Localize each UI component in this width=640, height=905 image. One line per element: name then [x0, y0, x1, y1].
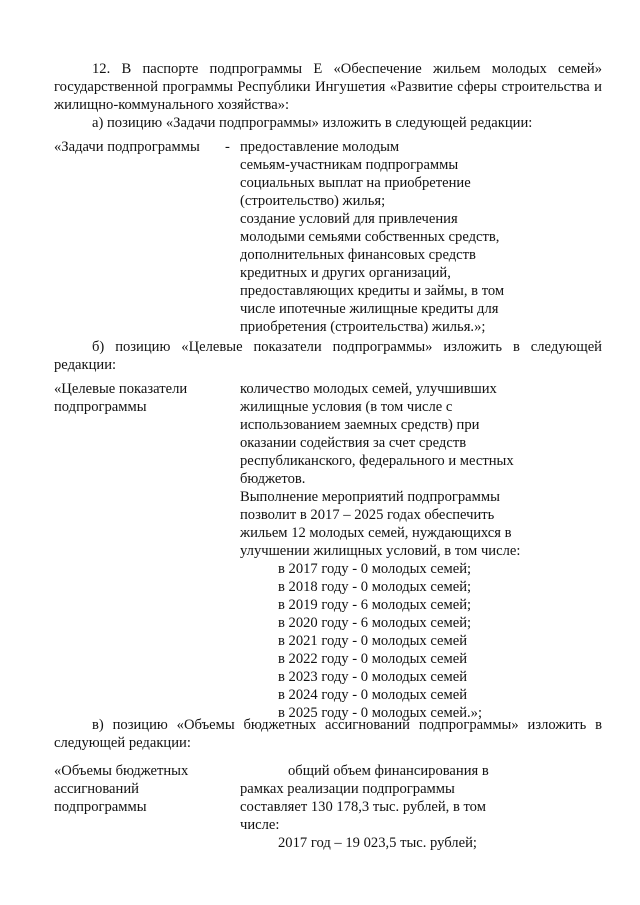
indicators-value-line: позволит в 2017 – 2025 годах обеспечить [240, 507, 495, 523]
indicators-value-line: улучшении жилищных условий, в том числе: [240, 543, 521, 559]
subitem-c-intro: в) позицию «Объемы бюджетных ассигнований подпрограммы» изложить в следующей редакции: [54, 717, 602, 751]
tasks-row [54, 138, 602, 338]
indicators-value-line: бюджетов. [240, 471, 306, 487]
tasks-value-line: предоставляющих кредиты и займы, в том [240, 283, 505, 299]
tasks-dash: - [225, 139, 230, 155]
tasks-value-line: дополнительных финансовых средств [240, 247, 476, 263]
indicators-value-line: жильем 12 молодых семей, нуждающихся в [240, 525, 512, 541]
indicators-value-line: количество молодых семей, улучшивших [240, 381, 497, 397]
indicators-label-line: подпрограммы [54, 399, 147, 415]
year-funding-line: 2017 год – 19 023,5 тыс. рублей; [278, 835, 477, 851]
indicators-value-line: жилищные условия (в том числе с [240, 399, 453, 415]
year-target-line: в 2017 году - 0 молодых семей; [278, 561, 472, 577]
indicators-value-line: республиканского, федерального и местных [240, 453, 514, 469]
tasks-value-line: кредитных и других организаций, [240, 265, 451, 281]
budget-value [240, 762, 530, 852]
item-12-paragraph: 12. В паспорте подпрограммы Е «Обеспечение жильем молодых семей» государственной программы Республики Ингушетия «Развитие сферы строительства и жилищно-коммунального хозяйства»: [54, 61, 602, 113]
year-target-line: в 2023 году - 0 молодых семей [278, 669, 468, 685]
year-target-line: в 2019 году - 6 молодых семей; [278, 597, 472, 613]
tasks-label [54, 138, 219, 156]
budget-value-line: рамках реализации подпрограммы [240, 781, 455, 797]
year-target-line: в 2025 году - 0 молодых семей.»; [278, 705, 483, 721]
budget-label-line: «Объемы бюджетных [54, 763, 189, 779]
year-target-line: в 2020 году - 6 молодых семей; [278, 615, 472, 631]
year-target-line: в 2018 году - 0 молодых семей; [278, 579, 472, 595]
tasks-value-line: семьям-участникам подпрограммы [240, 157, 459, 173]
tasks-value-line: создание условий для привлечения [240, 211, 458, 227]
subitem-b-intro: б) позицию «Целевые показатели подпрограммы» изложить в следующей редакции: [54, 339, 602, 373]
budget-label-line: подпрограммы [54, 799, 147, 815]
tasks-value-line: приобретения (строительства) жилья.»; [240, 319, 486, 335]
tasks-value-line: социальных выплат на приобретение [240, 175, 471, 191]
indicators-row [54, 380, 602, 721]
tasks-value-line: (строительство) жилья; [240, 193, 386, 209]
indicators-value-line: Выполнение мероприятий подпрограммы [240, 489, 500, 505]
tasks-value [240, 138, 530, 336]
indicators-value [240, 380, 530, 722]
indicators-label-line: «Целевые показатели [54, 381, 188, 397]
tasks-label-line: «Задачи подпрограммы [54, 139, 200, 155]
tasks-value-line: молодыми семьями собственных средств, [240, 229, 500, 245]
year-target-line: в 2024 году - 0 молодых семей [278, 687, 468, 703]
budget-row [54, 762, 602, 862]
tasks-value-line: числе ипотечные жилищные кредиты для [240, 301, 499, 317]
indicators-value-line: оказании содействия за счет средств [240, 435, 467, 451]
budget-value-line: числе: [240, 817, 280, 833]
indicators-value-line: использованием заемных средств) при [240, 417, 480, 433]
year-target-line: в 2021 году - 0 молодых семей [278, 633, 468, 649]
budget-label [54, 762, 219, 816]
budget-value-line: составляет 130 178,3 тыс. рублей, в том [240, 799, 486, 815]
indicators-label [54, 380, 219, 416]
budget-value-line: общий объем финансирования в [288, 763, 489, 779]
subitem-a-intro: а) позицию «Задачи подпрограммы» изложить в следующей редакции: [92, 115, 533, 131]
budget-label-line: ассигнований [54, 781, 139, 797]
tasks-value-line: предоставление молодым [240, 139, 400, 155]
year-target-line: в 2022 году - 0 молодых семей [278, 651, 468, 667]
